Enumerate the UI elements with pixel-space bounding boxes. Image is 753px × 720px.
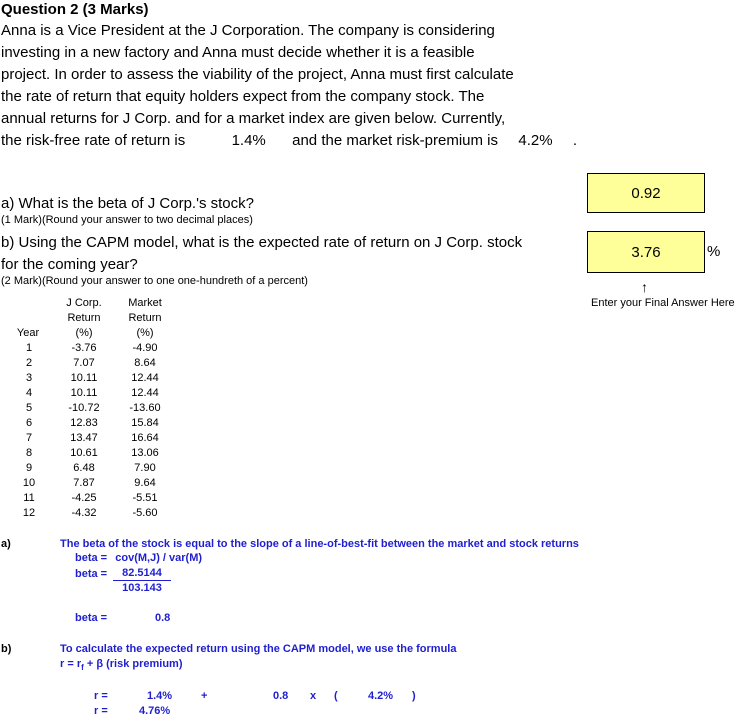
jcorp-return-cell: 12.83 — [70, 417, 98, 429]
beta-result-label: beta = — [75, 612, 108, 624]
market-risk-premium: 4.2% — [518, 132, 553, 149]
part-b-note: (2 Mark)(Round your answer to one one-hundreth of a percent) — [1, 275, 308, 287]
capm-lhs: r = r — [60, 658, 82, 670]
result-r-label: r = — [94, 705, 108, 717]
market-return-cell: 15.84 — [131, 417, 159, 429]
year-cell: 7 — [25, 432, 33, 444]
beta-label-2: beta = — [75, 568, 108, 580]
question-line-4: the rate of return that equity holders expect from the company stock. The — [1, 88, 485, 105]
part-b-answer-input[interactable]: 3.76 — [587, 231, 705, 273]
question-title: Question 2 (3 Marks) — [1, 1, 149, 18]
capm-formula — [60, 658, 183, 672]
calc-times: x — [310, 690, 317, 702]
jcorp-return-cell: 10.11 — [70, 372, 98, 384]
jcorp-return-cell: -4.32 — [71, 507, 97, 519]
question-line-2: investing in a new factory and Anna must decide whether it is a feasible — [1, 44, 475, 61]
year-cell: 12 — [22, 507, 36, 519]
jcorp-header-2: Return — [67, 312, 101, 324]
market-return-cell: 7.90 — [134, 462, 156, 474]
year-cell: 3 — [25, 372, 33, 384]
year-cell: 9 — [25, 462, 33, 474]
jcorp-return-cell: 13.47 — [70, 432, 98, 444]
year-cell: 11 — [23, 492, 35, 504]
year-column — [18, 341, 40, 521]
fraction — [113, 567, 171, 594]
calc-mrp: 4.2% — [368, 690, 394, 702]
part-b-question-line-1: b) Using the CAPM model, what is the expected rate of return on J Corp. stock — [1, 234, 523, 251]
part-a-question: a) What is the beta of J Corp.'s stock? — [1, 195, 254, 212]
question-line-3: project. In order to assess the viability of the project, Anna must first calculate — [1, 66, 514, 83]
jcorp-return-cell: -10.72 — [68, 402, 100, 414]
market-return-cell: 9.64 — [134, 477, 156, 489]
calc-r-label: r = — [94, 690, 108, 702]
year-cell: 10 — [22, 477, 36, 489]
year-cell: 8 — [25, 447, 33, 459]
calc-rf: 1.4% — [147, 690, 173, 702]
part-a-note: (1 Mark)(Round your answer to two decimal places) — [1, 214, 253, 226]
market-return-cell: -4.90 — [132, 342, 158, 354]
beta-label: beta = — [75, 552, 108, 564]
jcorp-return-cell: 7.07 — [73, 357, 95, 369]
answer-hint: Enter your Final Answer Here — [591, 297, 735, 309]
jcorp-return-cell: 6.48 — [73, 462, 95, 474]
up-arrow-icon: ↑ — [641, 279, 648, 295]
percent-unit: % — [707, 243, 721, 260]
beta-formula — [75, 552, 202, 564]
year-cell: 2 — [25, 357, 33, 369]
market-header-1: Market — [128, 297, 162, 309]
year-cell: 1 — [25, 342, 33, 354]
risk-free-rate: 1.4% — [231, 132, 266, 149]
market-header-3: (%) — [136, 327, 154, 339]
year-cell: 4 — [25, 387, 33, 399]
question-line-5: annual returns for J Corp. and for a market index are given below. Currently, — [1, 110, 506, 127]
capm-sub: f — [81, 663, 84, 673]
jcorp-return-cell: 10.61 — [70, 447, 98, 459]
fraction-denominator: 103.143 — [122, 582, 162, 594]
beta-result: 0.8 — [155, 612, 171, 624]
jcorp-return-cell: -3.76 — [71, 342, 97, 354]
calc-beta: 0.8 — [273, 690, 289, 702]
market-return-cell: -13.60 — [129, 402, 161, 414]
year-header: Year — [16, 327, 40, 339]
mrp-prefix: and the market risk-premium is — [292, 132, 499, 149]
fraction-numerator: 82.5144 — [113, 567, 171, 581]
part-b-question-line-2: for the coming year? — [1, 256, 138, 273]
period: . — [572, 132, 578, 149]
expected-return-result: 4.76% — [139, 705, 171, 717]
part-a-answer-input[interactable]: 0.92 — [587, 173, 705, 213]
market-return-cell: 12.44 — [131, 372, 159, 384]
year-cell: 5 — [25, 402, 33, 414]
market-return-cell: 13.06 — [131, 447, 159, 459]
market-return-cell: -5.60 — [132, 507, 158, 519]
market-header — [122, 296, 168, 340]
calc-plus: + — [201, 690, 208, 702]
jcorp-header-1: J Corp. — [66, 297, 102, 309]
jcorp-header — [62, 296, 106, 340]
market-column — [122, 341, 168, 521]
jcorp-return-cell: 7.87 — [73, 477, 95, 489]
beta-formula-text: cov(M,J) / var(M) — [115, 552, 203, 564]
jcorp-header-3: (%) — [75, 327, 93, 339]
capm-rhs: + β (risk premium) — [83, 658, 183, 670]
market-header-2: Return — [128, 312, 162, 324]
solution-b-label: b) — [1, 643, 12, 655]
calc-close-paren: ) — [412, 690, 416, 702]
market-return-cell: 8.64 — [134, 357, 156, 369]
jcorp-return-cell: 10.11 — [70, 387, 98, 399]
question-line-1: Anna is a Vice President at the J Corporation. The company is considering — [1, 22, 495, 39]
solution-a-text: The beta of the stock is equal to the slope of a line-of-best-fit between the market and stock returns — [60, 538, 579, 550]
market-return-cell: 12.44 — [131, 387, 159, 399]
market-return-cell: 16.64 — [131, 432, 159, 444]
rf-prefix: the risk-free rate of return is — [1, 132, 186, 149]
jcorp-column — [62, 341, 106, 521]
market-return-cell: -5.51 — [132, 492, 158, 504]
year-cell: 6 — [25, 417, 33, 429]
jcorp-return-cell: -4.25 — [71, 492, 97, 504]
question-line-6 — [1, 132, 577, 149]
calc-open-paren: ( — [334, 690, 338, 702]
solution-a-label: a) — [1, 538, 11, 550]
solution-b-text: To calculate the expected return using the CAPM model, we use the formula — [60, 643, 457, 655]
